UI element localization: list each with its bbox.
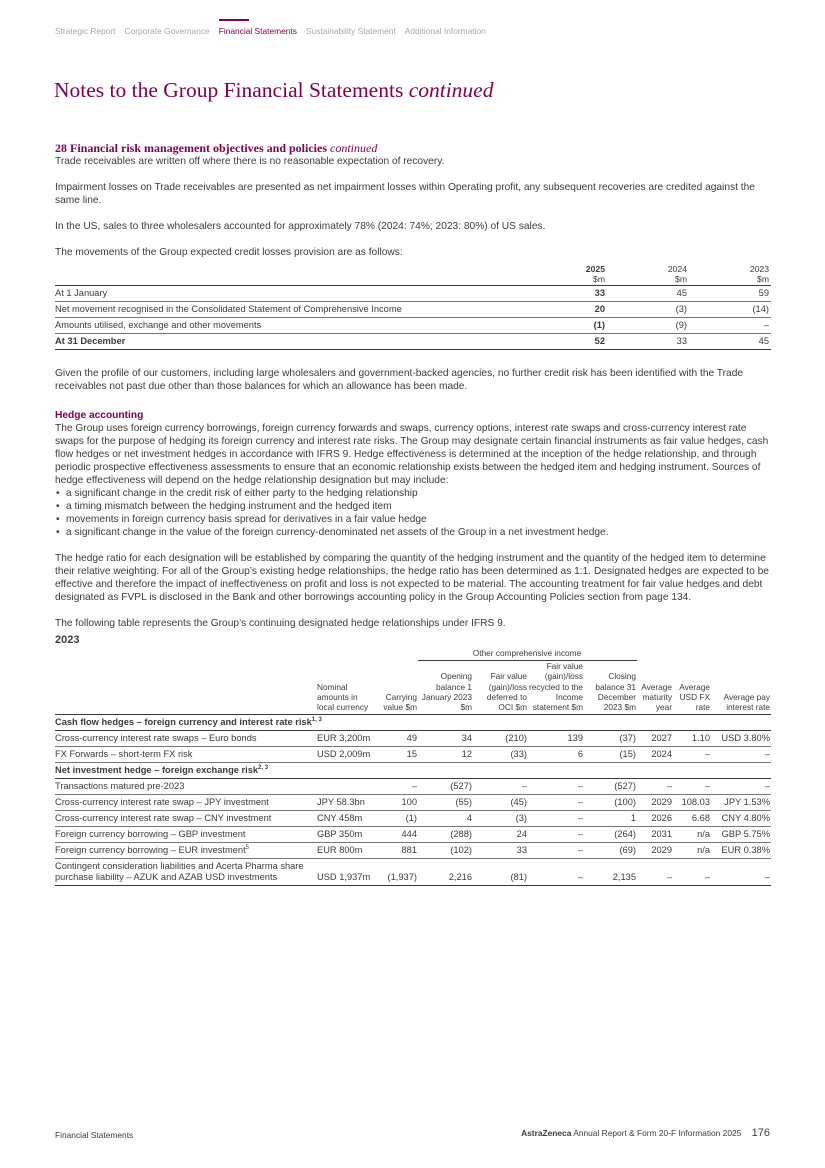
ecl-table (55, 264, 771, 350)
para-impairment: Impairment losses on Trade receivables are presented as net impairment losses within Operating profit, any subsequent recoveries are credited against the same line. (55, 182, 755, 206)
footer-report (521, 1127, 770, 1139)
table-row: Foreign currency borrowing – EUR investment$^5$ EUR 800m 881 (102) 33 – (69) 2029 n/a EUR 0.38% (55, 843, 771, 859)
table-row: Cross-currency interest rate swap – JPY investment JPY 58.3bn 100 (55) (45) – (100) 2029 108.03 JPY 1.53% (55, 795, 771, 811)
col-fx-rate: Average USD FX rate (673, 661, 711, 715)
footer-section: Financial Statements (55, 1130, 134, 1140)
para-hedge-ratio: The hedge ratio for each designation will be established by comparing the quantity of the hedging instrument and the quantity of the hedged item to determine their relative weighting. For all of the Group’s existing hedge relationships, the hedge ratio has been determined as 1:1. Designated hedges are expected to be effective and therefore the impact of ineffectiveness on profit and loss is not expected to be material. The accounting treatment for fair value hedges and debt designated as FVPL is disclosed in the Bank and other borrowings accounting policy in the Group Accounting Policies section from page 134. (55, 553, 769, 603)
top-nav (55, 26, 495, 36)
footer-brand: AstraZeneca (521, 1128, 572, 1138)
col-maturity: Average maturity year (637, 661, 673, 715)
nav-financial-statements[interactable]: Financial Statements (218, 26, 297, 36)
footer-report-title: Annual Report & Form 20-F Information 2025 (573, 1128, 742, 1138)
col-fv-oci: Fair value (gain)/loss deferred to OCI $m (473, 661, 528, 715)
page-title-suffix: continued (408, 78, 494, 102)
col-interest-rate: Average pay interest rate (711, 661, 771, 715)
list-item: • a significant change in the credit risk of either party to the hedging relationship (55, 487, 771, 500)
col-closing: Closing balance 31 December 2023 $m (584, 661, 637, 715)
col-nominal: Nominal amounts in local currency (317, 661, 377, 715)
table-row: Transactions matured pre-2023 – (527) – – (527) – – – (55, 779, 771, 795)
table-row: Foreign currency borrowing – GBP investment GBP 350m 444 (288) 24 – (264) 2031 n/a GBP 5.75% (55, 827, 771, 843)
section-title (55, 141, 771, 155)
para-customer-profile: Given the profile of our customers, including large wholesalers and government-backed agencies, no further credit risk has been identified with the Trade receivables not past due other than those balances for which an allowance has been made. (55, 368, 744, 392)
hedge-sources-list (55, 487, 771, 539)
list-item: • a significant change in the value of the foreign currency-denominated net assets of the Group in a net investment hedge. (55, 526, 771, 539)
table-row: FX Forwards – short-term FX risk USD 2,009m 15 12 (33) 6 (15) 2024 – – (55, 747, 771, 763)
page-title (54, 78, 493, 103)
content (55, 141, 771, 886)
para-wholesalers: In the US, sales to three wholesalers accounted for approximately 78% (2024: 74%; 2023: 80%) of US sales. (55, 221, 546, 232)
ecl-header-2023: 2023 $m (689, 264, 771, 286)
table-row: Contingent consideration liabilities and Acerta Pharma share purchase liability – AZUK and AZAB USD investments USD 1,937m (1,937) 2,216 (81) – 2,135 – – – (55, 859, 771, 886)
table-row: Cross-currency interest rate swap – CNY investment CNY 458m (1) 4 (3) – 1 2026 6.68 CNY 4.80% (55, 811, 771, 827)
section-title-suffix: continued (330, 141, 378, 155)
para-movements: The movements of the Group expected credit losses provision are as follows: (55, 247, 403, 258)
nav-additional-information[interactable]: Additional Information (404, 26, 486, 36)
group-row-net-investment: Net investment hedge – foreign exchange risk$^{2, 3}$ (55, 763, 771, 779)
nav-strategic-report[interactable]: Strategic Report (55, 26, 116, 36)
list-item: • a timing mismatch between the hedging instrument and the hedged item (55, 500, 771, 513)
oci-header: Other comprehensive income (418, 648, 637, 661)
para-table-intro: The following table represents the Group’s continuing designated hedge relationships under IFRS 9. (55, 618, 506, 629)
page-title-main: Notes to the Group Financial Statements (54, 78, 404, 102)
table-row: Net movement recognised in the Consolidated Statement of Comprehensive Income 20 (3) (14) (55, 302, 771, 318)
nav-corporate-governance[interactable]: Corporate Governance (124, 26, 210, 36)
para-written-off: Trade receivables are written off where there is no reasonable expectation of recovery. (55, 156, 445, 167)
para-hedge-intro: The Group uses foreign currency borrowings, foreign currency forwards and swaps, currency options, interest rate swaps and cross-currency interest rate swaps for the purpose of hedging its foreign currency and interest rate risks. The Group may designate certain financial instruments as fair value hedges, cash flow hedges or net investment hedges in accordance with IFRS 9. Hedge effectiveness is determined at the inception of the hedge relationship, and through periodic prospective effectiveness assessments to ensure that an economic relationship exists between the hedged item and hedging instrument. Sources of hedge effectiveness will depend on the hedge relationship designation but may include: (55, 423, 769, 486)
ecl-header-2025: 2025 $m (525, 264, 607, 286)
table-row: Amounts utilised, exchange and other movements (1) (9) – (55, 318, 771, 334)
hedge-accounting-heading: Hedge accounting (55, 410, 144, 421)
list-item: • movements in foreign currency basis spread for derivatives in a fair value hedge (55, 513, 771, 526)
col-fv-recycled: Fair value (gain)/loss recycled to the Income statement $m (528, 661, 584, 715)
ecl-header-2024: 2024 $m (607, 264, 689, 286)
hedge-table (55, 648, 771, 886)
hedge-table-year: 2023 (55, 634, 80, 646)
table-row: Cross-currency interest rate swaps – Euro bonds EUR 3,200m 49 34 (210) 139 (37) 2027 1.10 USD 3.80% (55, 731, 771, 747)
table-row: At 1 January 33 45 59 (55, 286, 771, 302)
page-number: 176 (751, 1127, 770, 1139)
col-carrying: Carrying value $m (377, 661, 418, 715)
section-title-text: 28 Financial risk management objectives and policies (55, 141, 327, 155)
group-row-cash-flow: Cash flow hedges – foreign currency and interest rate risk$^{1, 3}$ (55, 715, 771, 731)
col-opening: Opening balance 1 January 2023 $m (418, 661, 473, 715)
table-row-total: At 31 December 52 33 45 (55, 334, 771, 350)
nav-sustainability-statement[interactable]: Sustainability Statement (305, 26, 396, 36)
